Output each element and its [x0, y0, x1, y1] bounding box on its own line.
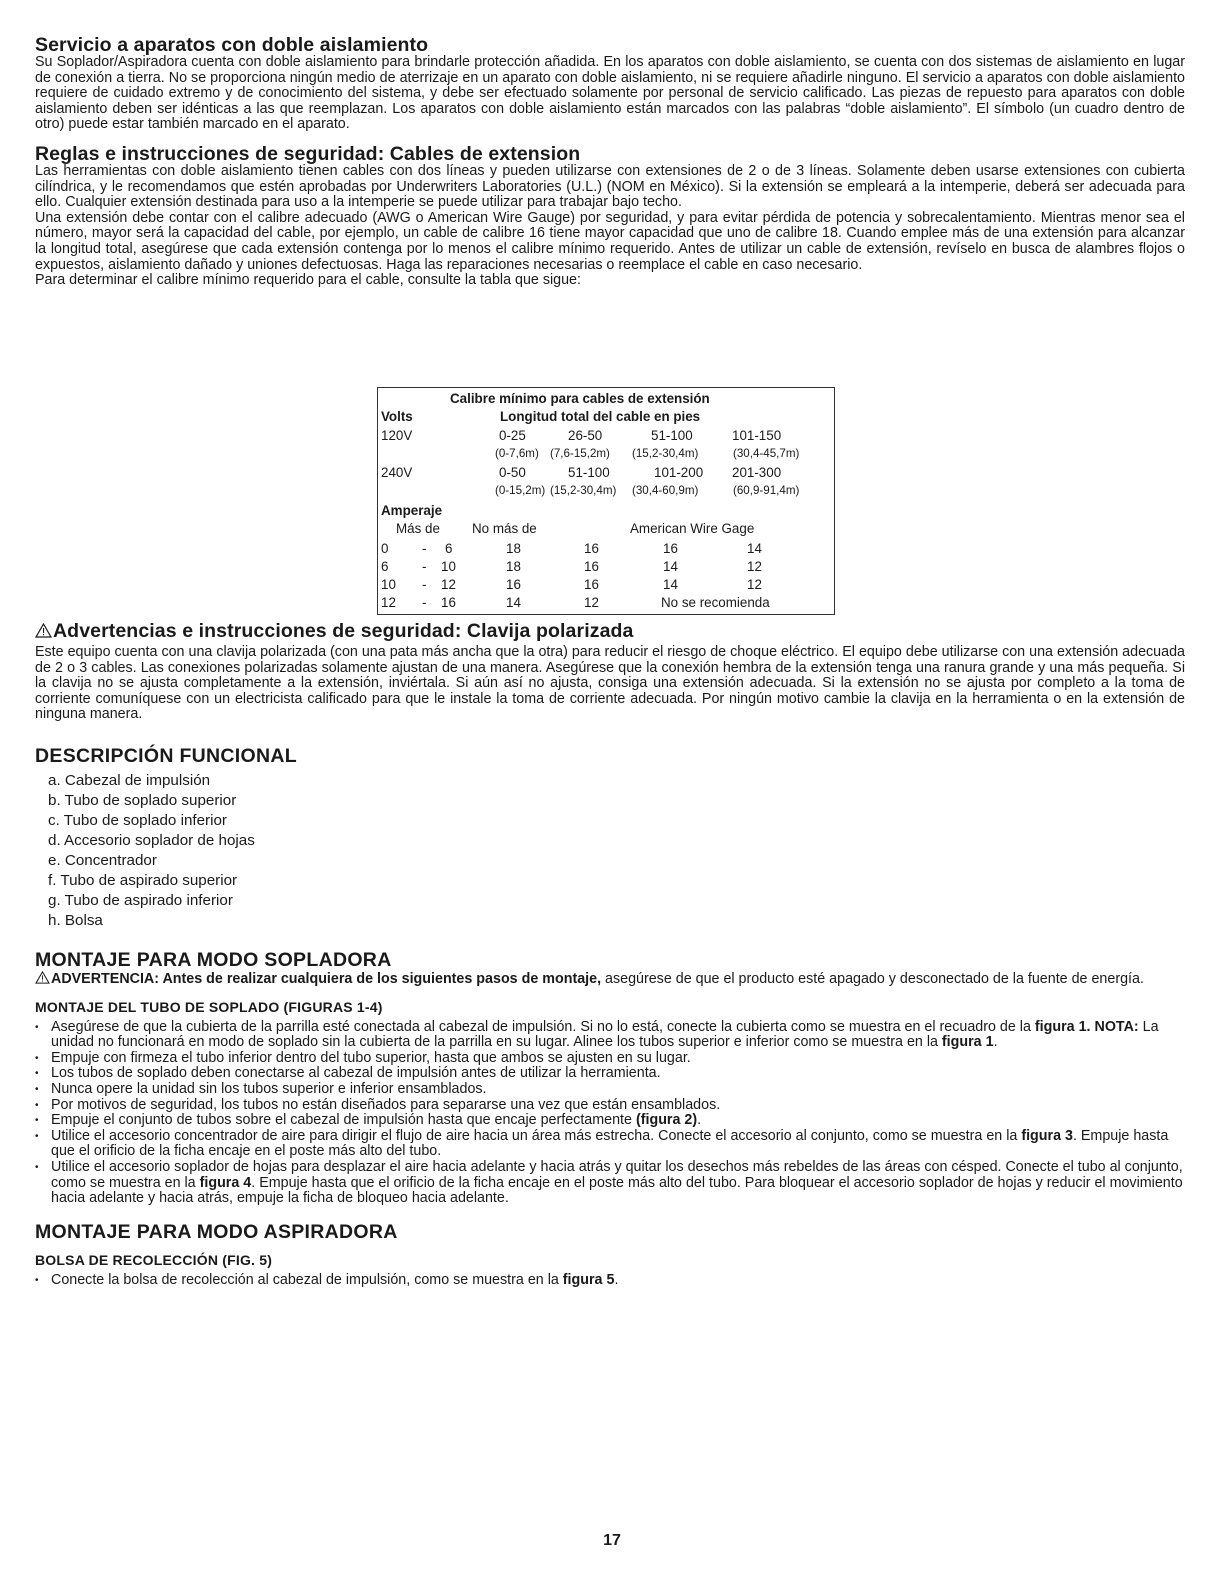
- table-cell: 101-200: [654, 465, 704, 480]
- table-cell: 16: [506, 577, 521, 592]
- table-amperage-label: Amperaje: [381, 503, 443, 518]
- table-cell: 51-100: [568, 465, 610, 480]
- table-cell: No se recomienda: [661, 595, 770, 610]
- list-item: • Por motivos de seguridad, los tubos no están diseñados para separarse una vez que están ensamblados.: [35, 1098, 1185, 1114]
- table-more-than-label: Más de: [396, 521, 440, 536]
- list-item: c. Tubo de soplado inferior: [48, 811, 227, 829]
- document-page: [35, 36, 1185, 289]
- warning-icon: [35, 623, 52, 638]
- table-cell: 14: [663, 577, 678, 592]
- table-cell: (60,9-91,4m): [733, 484, 800, 497]
- table-cell: (0-7,6m): [495, 447, 539, 460]
- table-cell: (7,6-15,2m): [550, 447, 610, 460]
- step-text: .: [993, 1034, 998, 1051]
- table-cell: 0: [381, 541, 389, 556]
- table-cell: -: [422, 559, 427, 574]
- extension-cords-body-2: Una extensión debe contar con el calibre adecuado (AWG o American Wire Gauge) por seguridad, y para evitar pérdida de potencia y sobrecalentamiento. Mientras menor sea el número, mayor será la capacidad del cable, por ejemplo, un cable de calibre 16 tiene mayor capacidad que uno de calibre 18. Cuando emplee más de una extensión para alcanzar la longitud total, asegúrese que cada extensión contenga por lo menos el calibre mínimo requerido. Antes de utilizar un cable de extensión, revíselo en busca de alambres flojos o expuestos, aislamiento dañado y uniones defectuosas. Haga las reparaciones necesarias o reemplace el cable en caso necesario.: [35, 209, 1185, 273]
- parts-list: [48, 771, 1185, 931]
- table-cell: 14: [506, 595, 521, 610]
- list-item: • Empuje con firmeza el tubo inferior dentro del tubo superior, hasta que ambos se ajusten en su lugar.: [35, 1051, 1185, 1067]
- step-text: . Empuje hasta que el orificio de la ficha encaje en el poste más alto del tubo.: [51, 1127, 1169, 1160]
- polarized-plug-body: Este equipo cuenta con una clavija polarizada (con una pata más ancha que la otra) para reducir el riesgo de choque eléctrico. El equipo debe utilizarse con una extensión adecuada de 2 o 3 cables. Las conexiones polarizadas solamente ajustan de una manera. Asegúrese que la conexión hembra de la extensión tenga una ranura grande y una más pequeña. Si la clavija no se ajusta completamente a la extensión, inviértala. Si aún así no ajusta, consiga una extensión adecuada. Si la extensión no se ajusta por completo a la toma de corriente comuníquese con un electricista calificado para que le instale la toma de corriente adecuada. Por ningún motivo cambie la clavija en la herramienta o en la extensión de ninguna manera.: [35, 644, 1185, 723]
- list-item: e. Concentrador: [48, 851, 157, 869]
- list-item: g. Tubo de aspirado inferior: [48, 891, 233, 909]
- table-cell: 16: [663, 541, 678, 556]
- table-cell: 10: [441, 559, 456, 574]
- lower-content: [35, 622, 1185, 1288]
- functional-description-heading: DESCRIPCIÓN FUNCIONAL: [35, 744, 297, 767]
- list-item: [35, 1020, 1185, 1051]
- double-insulation-body: Su Soplador/Aspiradora cuenta con doble aislamiento para brindarle protección añadida. En los aparatos con doble aislamiento, se cuenta con dos sistemas de aislamiento en lugar de conexión a tierra. No se proporciona ningún medio de aterrizaje en un aparato con doble aislamiento, ni se requiere añadirle ninguno. El servicio a aparatos con doble aislamiento requiere de cuidado extremo y de conocimiento del sistema, y debe ser efectuado solamente por personal de servicio calificado. Las piezas de repuesto para aparatos con doble aislamiento deben ser idénticas a las que reemplazan. Los aparatos con doble aislamiento están marcados con las palabras “doble aislamiento”. El símbolo (un cuadro dentro de otro) puede estar también marcado en el aparato.: [35, 54, 1185, 133]
- table-cell: (0-15,2m): [495, 484, 546, 497]
- blower-tube-steps: [35, 1020, 1185, 1207]
- figure-ref: figura 1.: [1034, 1018, 1091, 1035]
- extension-cords-heading: Reglas e instrucciones de seguridad: Cables de extension: [35, 142, 581, 165]
- table-cell: 0-50: [499, 465, 526, 480]
- blower-mode-heading: MONTAJE PARA MODO SOPLADORA: [35, 948, 392, 971]
- table-not-more-than-label: No más de: [472, 521, 537, 536]
- page-number: 17: [603, 1532, 621, 1549]
- table-240v-label: 240V: [381, 465, 413, 480]
- vacuum-mode-heading: MONTAJE PARA MODO ASPIRADORA: [35, 1220, 398, 1243]
- figure-ref: figura 5: [562, 1271, 615, 1288]
- table-cell: 12: [441, 577, 456, 592]
- figure-ref: (figura 2): [635, 1112, 698, 1129]
- table-cell: 12: [747, 577, 762, 592]
- figure-ref: figura 4: [199, 1174, 252, 1191]
- step-text: . Empuje hasta que el orificio de la ficha encaje en el poste más alto del tubo. Para bloquear el accesorio soplador de hojas y reducir el movimiento hacia adelante y hacia atrás, empuje la ficha de bloqueo hacia adelante.: [51, 1174, 1183, 1207]
- list-item: h. Bolsa: [48, 911, 103, 929]
- step-text: .: [614, 1271, 619, 1288]
- table-cell: 101-150: [732, 428, 782, 443]
- list-item: • Los tubos de soplado deben conectarse al cabezal de impulsión antes de utilizar la herramienta.: [35, 1066, 1185, 1082]
- warning-icon: [35, 971, 50, 984]
- table-cell: 6: [445, 541, 453, 556]
- table-cell: 18: [506, 541, 521, 556]
- collection-bag-steps: [35, 1273, 1185, 1289]
- step-text: La unidad no funcionará en modo de soplado sin la cubierta de la parrilla en su lugar. Alinee los tubos superior e inferior como se muestra en la: [51, 1018, 1159, 1051]
- table-cell: (15,2-30,4m): [550, 484, 617, 497]
- table-volts-label: Volts: [381, 409, 413, 424]
- table-cell: 14: [663, 559, 678, 574]
- table-cell: -: [422, 541, 427, 556]
- table-length-label: Longitud total del cable en pies: [500, 409, 701, 424]
- blower-mode-warning: [35, 971, 1185, 988]
- figure-ref: figura 1: [941, 1034, 994, 1051]
- table-cell: (30,4-60,9m): [632, 484, 699, 497]
- step-text: Utilice el accesorio concentrador de aire para dirigir el flujo de aire hacia un área más estrecha. Conecte el accesorio al conjunto, como se muestra en la: [51, 1127, 1022, 1144]
- double-insulation-heading: Servicio a aparatos con doble aislamiento: [35, 34, 429, 56]
- step-text: Asegúrese de que la cubierta de la parrilla esté conectada al cabezal de impulsión. Si no lo está, conecte la cubierta como se muestra en el recuadro de la: [51, 1018, 1035, 1035]
- table-cell: -: [422, 577, 427, 592]
- list-item: b. Tubo de soplado superior: [48, 791, 237, 809]
- list-item: a. Cabezal de impulsión: [48, 771, 211, 789]
- extension-cords-body-1: Las herramientas con doble aislamiento tienen cables con dos líneas y pueden utilizarse con extensiones de 2 o de 3 líneas. Solamente deben usarse extensiones con cubierta cilíndrica, y le recomendamos que estén aprobadas por Underwriters Laboratories (U.L.) (NOM en México). Si la extensión se empleará a la intemperie, deberá ser adecuada para ello. Cualquier extensión destinada para uso a la intemperie se puede utilizar para trabajar bajo techo.: [35, 162, 1185, 211]
- list-item: [35, 1273, 1185, 1289]
- table-cell: 10: [381, 577, 396, 592]
- table-cell: 12: [381, 595, 396, 610]
- list-item: [35, 1113, 1185, 1129]
- table-cell: 51-100: [651, 428, 693, 443]
- list-item: f. Tubo de aspirado superior: [48, 871, 238, 889]
- extension-cord-gauge-table: [377, 387, 835, 615]
- step-text: Empuje el conjunto de tubos sobre el cabezal de impulsión hasta que encaje perfectamente: [51, 1112, 636, 1129]
- note-label: NOTA:: [1090, 1018, 1139, 1035]
- list-item: [35, 1129, 1185, 1160]
- table-cell: -: [422, 595, 427, 610]
- table-cell: 26-50: [568, 428, 603, 443]
- table-cell: 16: [584, 541, 599, 556]
- list-item: [35, 1160, 1185, 1207]
- table-cell: (15,2-30,4m): [632, 447, 699, 460]
- step-text: Conecte la bolsa de recolección al cabezal de impulsión, como se muestra en la: [51, 1271, 563, 1288]
- table-120v-label: 120V: [381, 428, 413, 443]
- list-item: • Nunca opere la unidad sin los tubos superior e inferior ensamblados.: [35, 1082, 1185, 1098]
- table-title: Calibre mínimo para cables de extensión: [450, 391, 710, 406]
- polarized-plug-title: Advertencias e instrucciones de seguridad: Clavija polarizada: [53, 620, 634, 642]
- table-cell: 14: [747, 541, 762, 556]
- table-awg-label: American Wire Gage: [630, 521, 755, 536]
- warning-text: asegúrese de que el producto esté apagado y desconectado de la fuente de energía.: [601, 970, 1144, 987]
- table-cell: 12: [747, 559, 762, 574]
- table-cell: 6: [381, 559, 389, 574]
- warning-bold-text: ADVERTENCIA: Antes de realizar cualquiera de los siguientes pasos de montaje,: [51, 970, 602, 987]
- step-text: Utilice el accesorio soplador de hojas para desplazar el aire hacia adelante y hacia atrás y quitar los desechos más rebeldes de las áreas con césped. Conecte el tubo al conjunto, como se muestra en la: [51, 1158, 1183, 1191]
- table-cell: 12: [584, 595, 599, 610]
- figure-ref: figura 3: [1021, 1127, 1073, 1144]
- table-cell: 16: [584, 577, 599, 592]
- table-cell: 0-25: [499, 428, 526, 443]
- blower-tube-subheading: MONTAJE DEL TUBO DE SOPLADO (FIGURAS 1-4): [35, 998, 383, 1015]
- polarized-plug-heading: [35, 622, 1185, 641]
- step-text: .: [697, 1112, 702, 1129]
- list-item: d. Accesorio soplador de hojas: [48, 831, 255, 849]
- extension-cords-body-3: Para determinar el calibre mínimo requerido para el cable, consulte la tabla que sigue:: [35, 272, 581, 289]
- table-cell: 16: [441, 595, 456, 610]
- table-cell: 18: [506, 559, 521, 574]
- table-cell: (30,4-45,7m): [733, 447, 800, 460]
- table-cell: 16: [584, 559, 599, 574]
- collection-bag-subheading: BOLSA DE RECOLECCIÓN (FIG. 5): [35, 1251, 273, 1268]
- table-cell: 201-300: [732, 465, 782, 480]
